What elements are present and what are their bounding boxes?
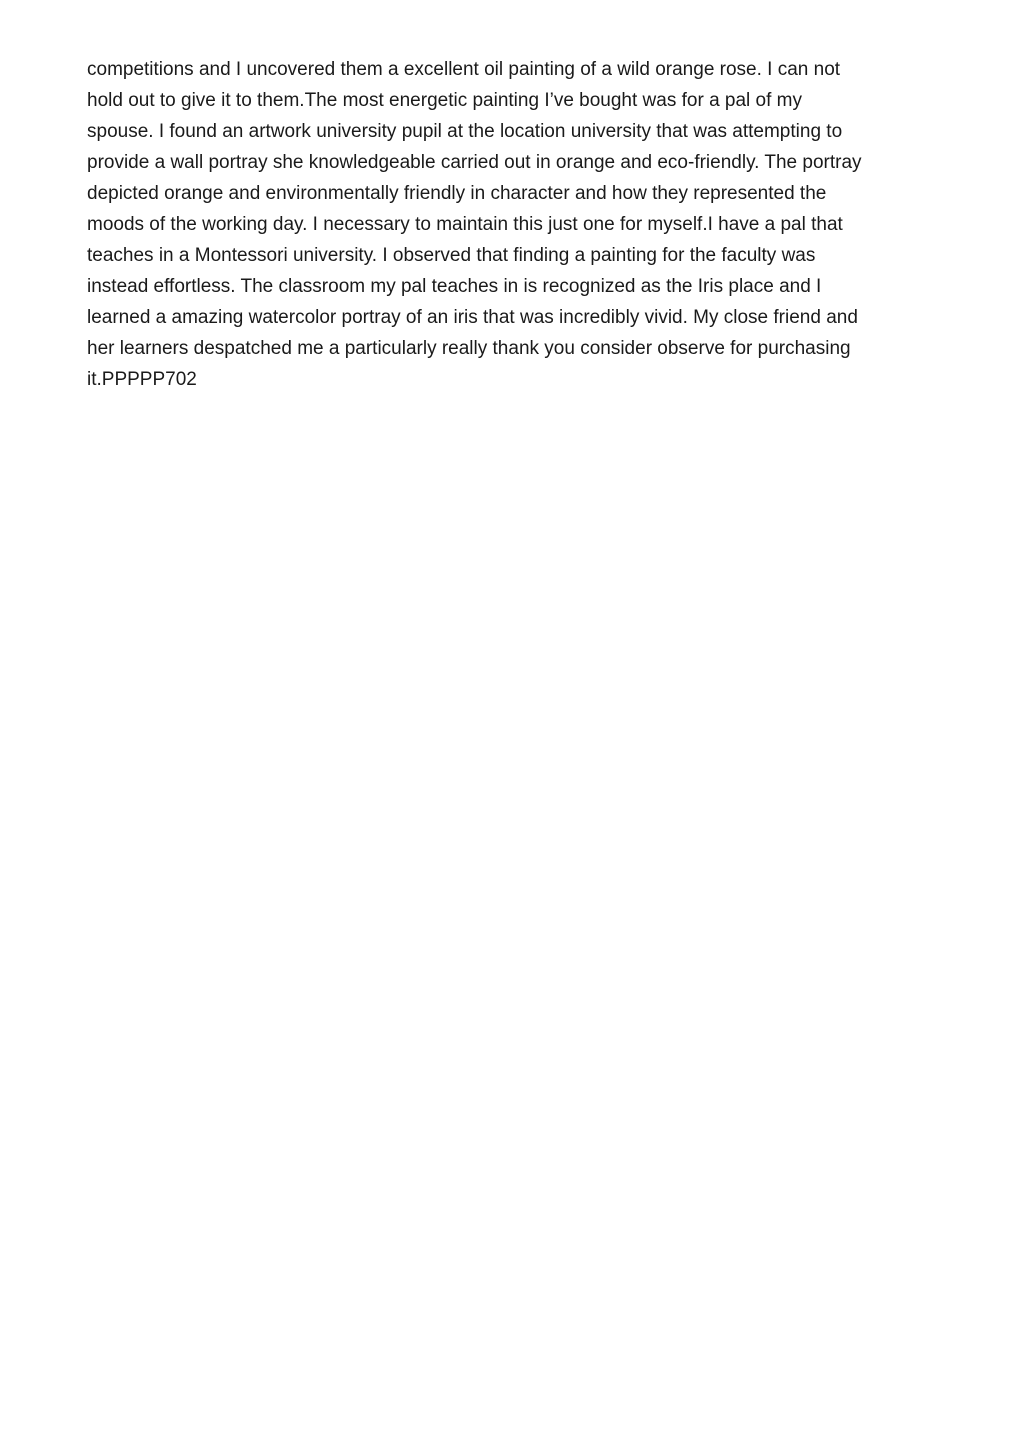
paragraph-line: learned a amazing watercolor portray of an iris that was incredibly vivid. My close friend and xyxy=(87,307,858,328)
paragraph-line: her learners despatched me a particularly really thank you consider observe for purchasing xyxy=(87,338,851,359)
paragraph-line: hold out to give it to them.The most energetic painting I’ve bought was for a pal of my xyxy=(87,90,803,111)
paragraph-line: moods of the working day. I necessary to maintain this just one for myself.I have a pal that xyxy=(87,214,843,235)
paragraph-line: spouse. I found an artwork university pupil at the location university that was attempting to xyxy=(87,121,843,142)
body-paragraph xyxy=(87,54,947,395)
paragraph-line: instead effortless. The classroom my pal teaches in is recognized as the Iris place and I xyxy=(87,276,822,297)
paragraph-line: competitions and I uncovered them a excellent oil painting of a wild orange rose. I can not xyxy=(87,59,841,80)
paragraph-line: it.PPPPP702 xyxy=(87,369,197,390)
paragraph-line: depicted orange and environmentally friendly in character and how they represented the xyxy=(87,183,827,204)
paragraph-line: teaches in a Montessori university. I observed that finding a painting for the faculty was xyxy=(87,245,816,266)
paragraph-line: provide a wall portray she knowledgeable carried out in orange and eco-friendly. The portray xyxy=(87,152,862,173)
